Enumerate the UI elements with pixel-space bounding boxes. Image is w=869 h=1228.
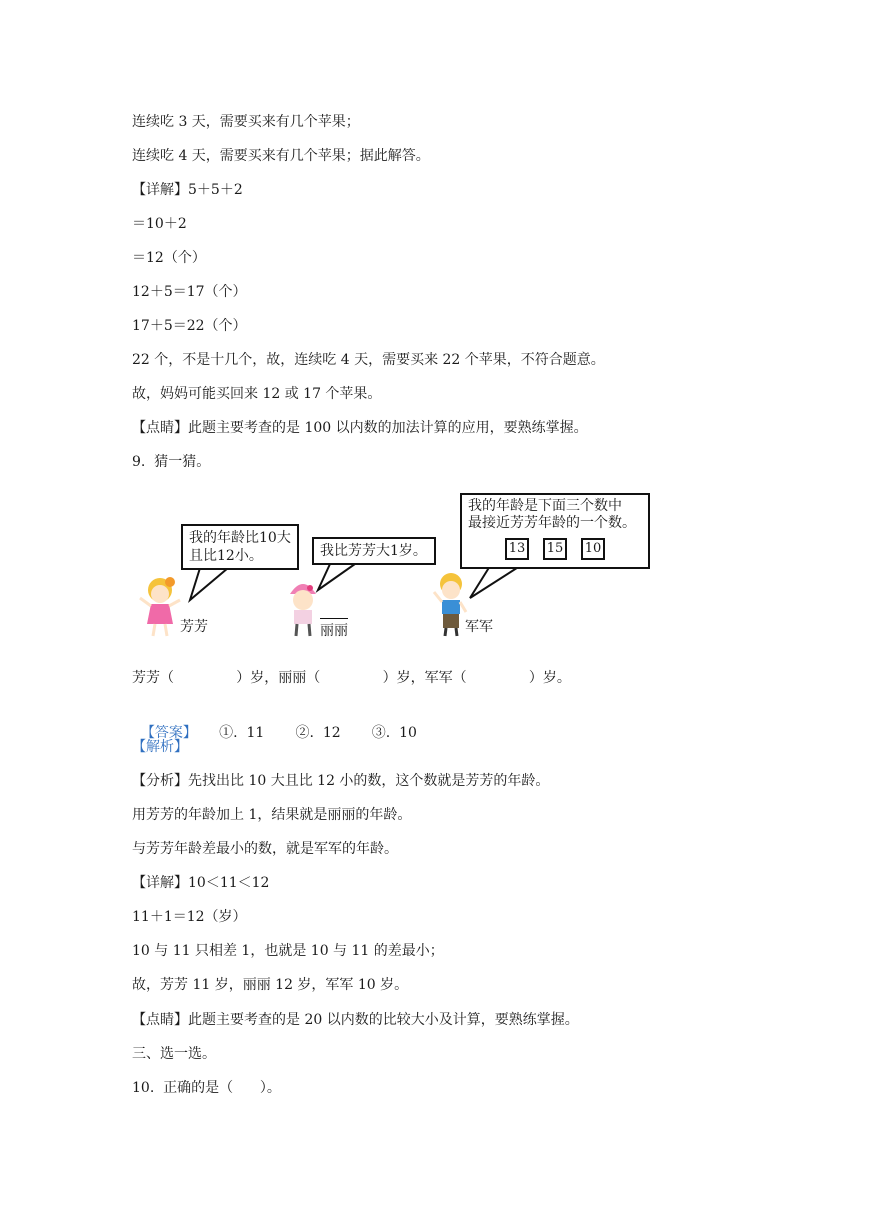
text-line: ＝12（个）	[132, 250, 206, 266]
text-line: 【详解】5＋5＋2	[132, 182, 243, 198]
text-line: 【详解】10＜11＜12	[132, 875, 270, 891]
text-line: ＝10＋2	[132, 216, 187, 232]
text-line: 【点睛】此题主要考查的是 20 以内数的比较大小及计算，要熟练掌握。	[132, 1012, 579, 1028]
speech-bubble-fangfang	[181, 524, 299, 570]
bubble-tail	[470, 566, 520, 598]
answer-values: ①. 11 ②. 12 ③. 10	[196, 725, 417, 741]
question-title: 9. 猜一猜。	[132, 454, 211, 470]
text-line: 12＋5＝17（个）	[132, 284, 247, 300]
number-box: 10	[581, 538, 605, 560]
speech-bubble-lili	[312, 537, 436, 565]
question-title: 10. 正确的是（ ）。	[132, 1080, 281, 1096]
bubble-tail	[318, 564, 355, 590]
number-box: 13	[505, 538, 529, 560]
name-label-fangfang: 芳芳	[180, 619, 208, 635]
bubble-text: 我的年龄比10大	[189, 530, 291, 546]
text-line: 22 个，不是十几个，故，连续吃 4 天，需要买来 22 个苹果，不符合题意。	[132, 352, 605, 368]
analysis-label: 【解析】	[132, 739, 188, 755]
text-line: 用芳芳的年龄加上 1，结果就是丽丽的年龄。	[132, 807, 412, 823]
text-line: 【点睛】此题主要考查的是 100 以内数的加法计算的应用，要熟练掌握。	[132, 420, 588, 436]
bubble-text: 最接近芳芳年龄的一个数。	[468, 515, 636, 531]
name-label-lili: 丽丽	[320, 618, 348, 640]
text-line: 10 与 11 只相差 1，也就是 10 与 11 的差最小；	[132, 943, 444, 959]
bubble-tail	[190, 568, 228, 600]
girl-lili-illustration	[290, 584, 316, 636]
text-line: 连续吃 4 天，需要买来有几个苹果；据此解答。	[132, 148, 430, 164]
girl-fangfang-illustration	[140, 577, 180, 636]
text-line: 17＋5＝22（个）	[132, 318, 247, 334]
text-line: 故，妈妈可能买回来 12 或 17 个苹果。	[132, 386, 382, 402]
answer-label: 【答案】	[140, 725, 197, 741]
section-heading: 三、选一选。	[132, 1046, 216, 1062]
text-line: 连续吃 3 天，需要买来有几个苹果；	[132, 114, 360, 130]
text-line: 11＋1＝12（岁）	[132, 909, 247, 925]
text-line: 故，芳芳 11 岁，丽丽 12 岁，军军 10 岁。	[132, 977, 409, 993]
number-box: 15	[543, 538, 567, 560]
question-blanks: 芳芳（ ）岁，丽丽（ ）岁，军军（ ）岁。	[132, 670, 571, 686]
bubble-text: 我的年龄是下面三个数中	[468, 498, 622, 514]
bubble-text: 且比12小。	[189, 548, 263, 564]
text-line: 【分析】先找出比 10 大且比 12 小的数，这个数就是芳芳的年龄。	[132, 773, 550, 789]
text-line: 与芳芳年龄差最小的数，就是军军的年龄。	[132, 841, 398, 857]
name-label-junjun: 军军	[465, 619, 493, 635]
bubble-text: 我比芳芳大1岁。	[320, 543, 427, 559]
boy-junjun-illustration	[434, 573, 466, 636]
